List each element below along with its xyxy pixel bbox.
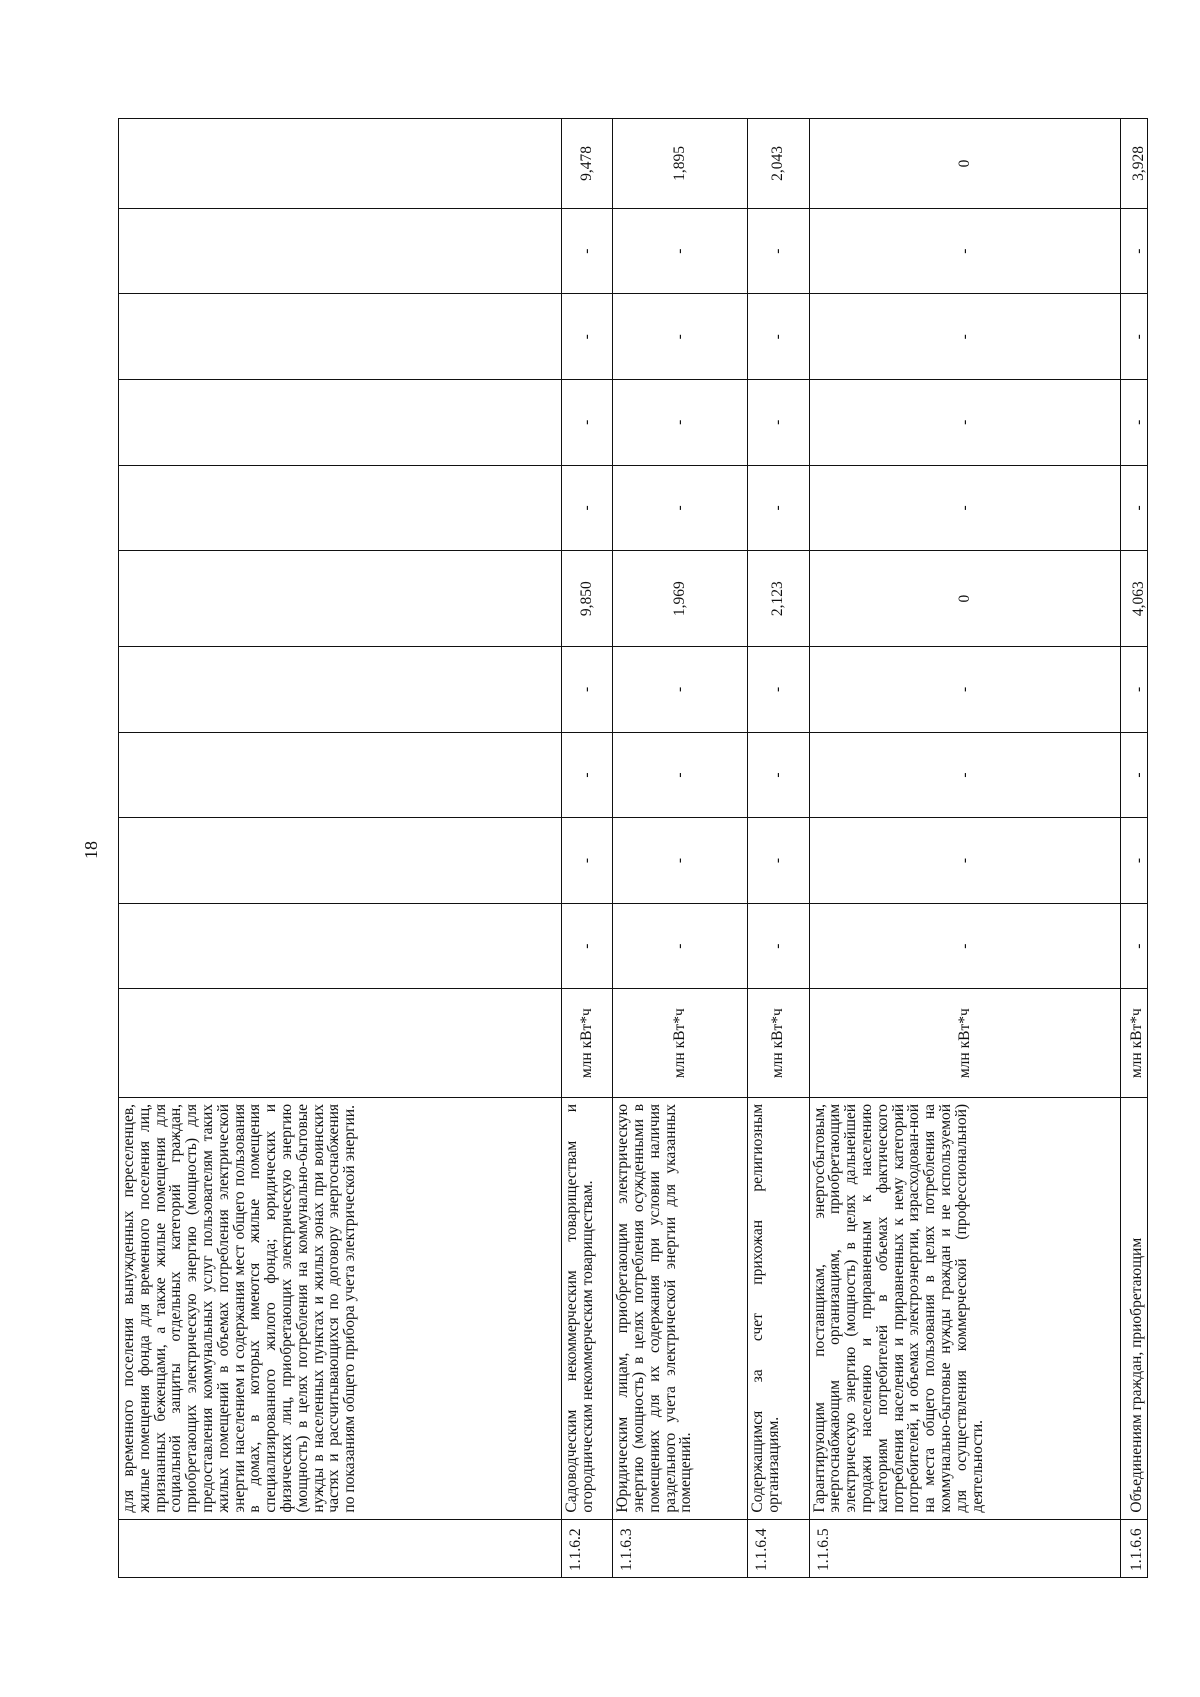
value-cell: - xyxy=(562,208,613,294)
value-cell: - xyxy=(562,732,613,818)
rotated-table-container xyxy=(118,118,1148,1578)
table-row xyxy=(1120,119,1147,1578)
value-cell: - xyxy=(747,732,809,818)
value-cell: - xyxy=(809,647,1120,733)
description-cell: для временного поселения вынужденных переселенцев, жилые помещения фонда для временного поселения лиц, признанных беженцами, а также жилые помещения для социальной защиты отдельных категорий граждан, приобретающих электрическую энергию (мощность) для предоставления коммунальных услуг пользователям таких жилых помещений в объемах потребления электрической энергии населением и содержания мест общего пользования в домах, в которых имеются жилые помещения специализированного жилого фонда; юридических и физических лиц, приобретающих электрическую энергию (мощность) в целях потребления на коммунально-бытовые нужды в населенных пунктах и жилых зонах при воинских частях и рассчитывающихся по договору энергоснабжения по показаниям общего прибора учета электрической энергии. xyxy=(119,1097,562,1519)
value-cell: - xyxy=(1120,380,1147,466)
value-cell: - xyxy=(562,818,613,904)
value-cell: 9,850 xyxy=(562,551,613,647)
value-cell: 0 xyxy=(809,551,1120,647)
value-cell: 3,928 xyxy=(1120,119,1147,209)
value-cell xyxy=(119,119,562,209)
value-cell: 1,895 xyxy=(613,119,748,209)
description-cell: Объединениям граждан, приобретающим xyxy=(1120,1097,1147,1519)
value-cell: - xyxy=(747,647,809,733)
row-number-cell xyxy=(119,1519,562,1577)
value-cell: - xyxy=(562,647,613,733)
table-row xyxy=(809,119,1120,1578)
value-cell: - xyxy=(809,380,1120,466)
value-cell: 2,123 xyxy=(747,551,809,647)
value-cell: - xyxy=(809,818,1120,904)
value-cell: - xyxy=(613,208,748,294)
value-cell: - xyxy=(747,294,809,380)
value-cell: 9,478 xyxy=(562,119,613,209)
unit-cell xyxy=(119,989,562,1098)
value-cell: - xyxy=(747,208,809,294)
row-number-cell: 1.1.6.4 xyxy=(747,1519,809,1577)
value-cell: 2,043 xyxy=(747,119,809,209)
value-cell: - xyxy=(613,294,748,380)
page-number: 18 xyxy=(81,841,101,859)
value-cell xyxy=(119,465,562,551)
value-cell xyxy=(119,208,562,294)
value-cell xyxy=(119,903,562,989)
unit-cell: млн кВт*ч xyxy=(613,989,748,1098)
unit-cell: млн кВт*ч xyxy=(1120,989,1147,1098)
value-cell: - xyxy=(613,818,748,904)
value-cell: - xyxy=(1120,732,1147,818)
description-cell: Гарантирующим поставщикам, энергосбытовым, энергоснабжающим организациям, приобретающим электрическую энергию (мощность) в целях дальнейшей продажи населению и приравненным к населению категориям потребителей в объемах фактического потребления населения и приравненных к нему категорий потребителей, и объемах электроэнергии, израсходован-ной на места общего пользования в целях потребления на коммунально-бытовые нужды граждан и не используемой для осуществления коммерческой (профессиональной) деятельности. xyxy=(809,1097,1120,1519)
description-cell: Садоводческим некоммерческим товариществам и огородническим некоммерческим товариществам. xyxy=(562,1097,613,1519)
unit-cell: млн кВт*ч xyxy=(747,989,809,1098)
value-cell: - xyxy=(1120,647,1147,733)
value-cell xyxy=(119,647,562,733)
value-cell: - xyxy=(809,465,1120,551)
value-cell: - xyxy=(1120,208,1147,294)
table-row xyxy=(119,119,562,1578)
value-cell: - xyxy=(613,380,748,466)
unit-cell: млн кВт*ч xyxy=(809,989,1120,1098)
value-cell: - xyxy=(1120,465,1147,551)
value-cell: - xyxy=(562,294,613,380)
row-number-cell: 1.1.6.6 xyxy=(1120,1519,1147,1577)
value-cell: - xyxy=(809,294,1120,380)
value-cell: 0 xyxy=(809,119,1120,209)
value-cell: - xyxy=(1120,903,1147,989)
value-cell xyxy=(119,294,562,380)
value-cell: - xyxy=(747,465,809,551)
value-cell: - xyxy=(1120,294,1147,380)
value-cell: - xyxy=(747,818,809,904)
value-cell: 4,063 xyxy=(1120,551,1147,647)
value-cell: - xyxy=(613,647,748,733)
value-cell: - xyxy=(747,380,809,466)
value-cell: - xyxy=(1120,818,1147,904)
table-row xyxy=(747,119,809,1578)
data-table xyxy=(118,118,1148,1578)
row-number-cell: 1.1.6.2 xyxy=(562,1519,613,1577)
value-cell: - xyxy=(562,380,613,466)
description-cell: Юридическим лицам, приобретающим электрическую энергию (мощность) в целях потребления осужденными в помещениях для их содержания при условии наличия раздельного учета электрической энергии для указанных помещений. xyxy=(613,1097,748,1519)
description-cell: Содержащимся за счет прихожан религиозным организациям. xyxy=(747,1097,809,1519)
unit-cell: млн кВт*ч xyxy=(562,989,613,1098)
value-cell: - xyxy=(613,732,748,818)
value-cell: - xyxy=(613,903,748,989)
value-cell: - xyxy=(747,903,809,989)
row-number-cell: 1.1.6.5 xyxy=(809,1519,1120,1577)
value-cell: - xyxy=(562,465,613,551)
value-cell: - xyxy=(809,732,1120,818)
value-cell xyxy=(119,818,562,904)
table-row xyxy=(613,119,748,1578)
table-row xyxy=(562,119,613,1578)
row-number-cell: 1.1.6.3 xyxy=(613,1519,748,1577)
value-cell xyxy=(119,380,562,466)
value-cell: - xyxy=(562,903,613,989)
value-cell: - xyxy=(613,465,748,551)
value-cell: 1,969 xyxy=(613,551,748,647)
value-cell xyxy=(119,732,562,818)
value-cell xyxy=(119,551,562,647)
value-cell: - xyxy=(809,208,1120,294)
value-cell: - xyxy=(809,903,1120,989)
